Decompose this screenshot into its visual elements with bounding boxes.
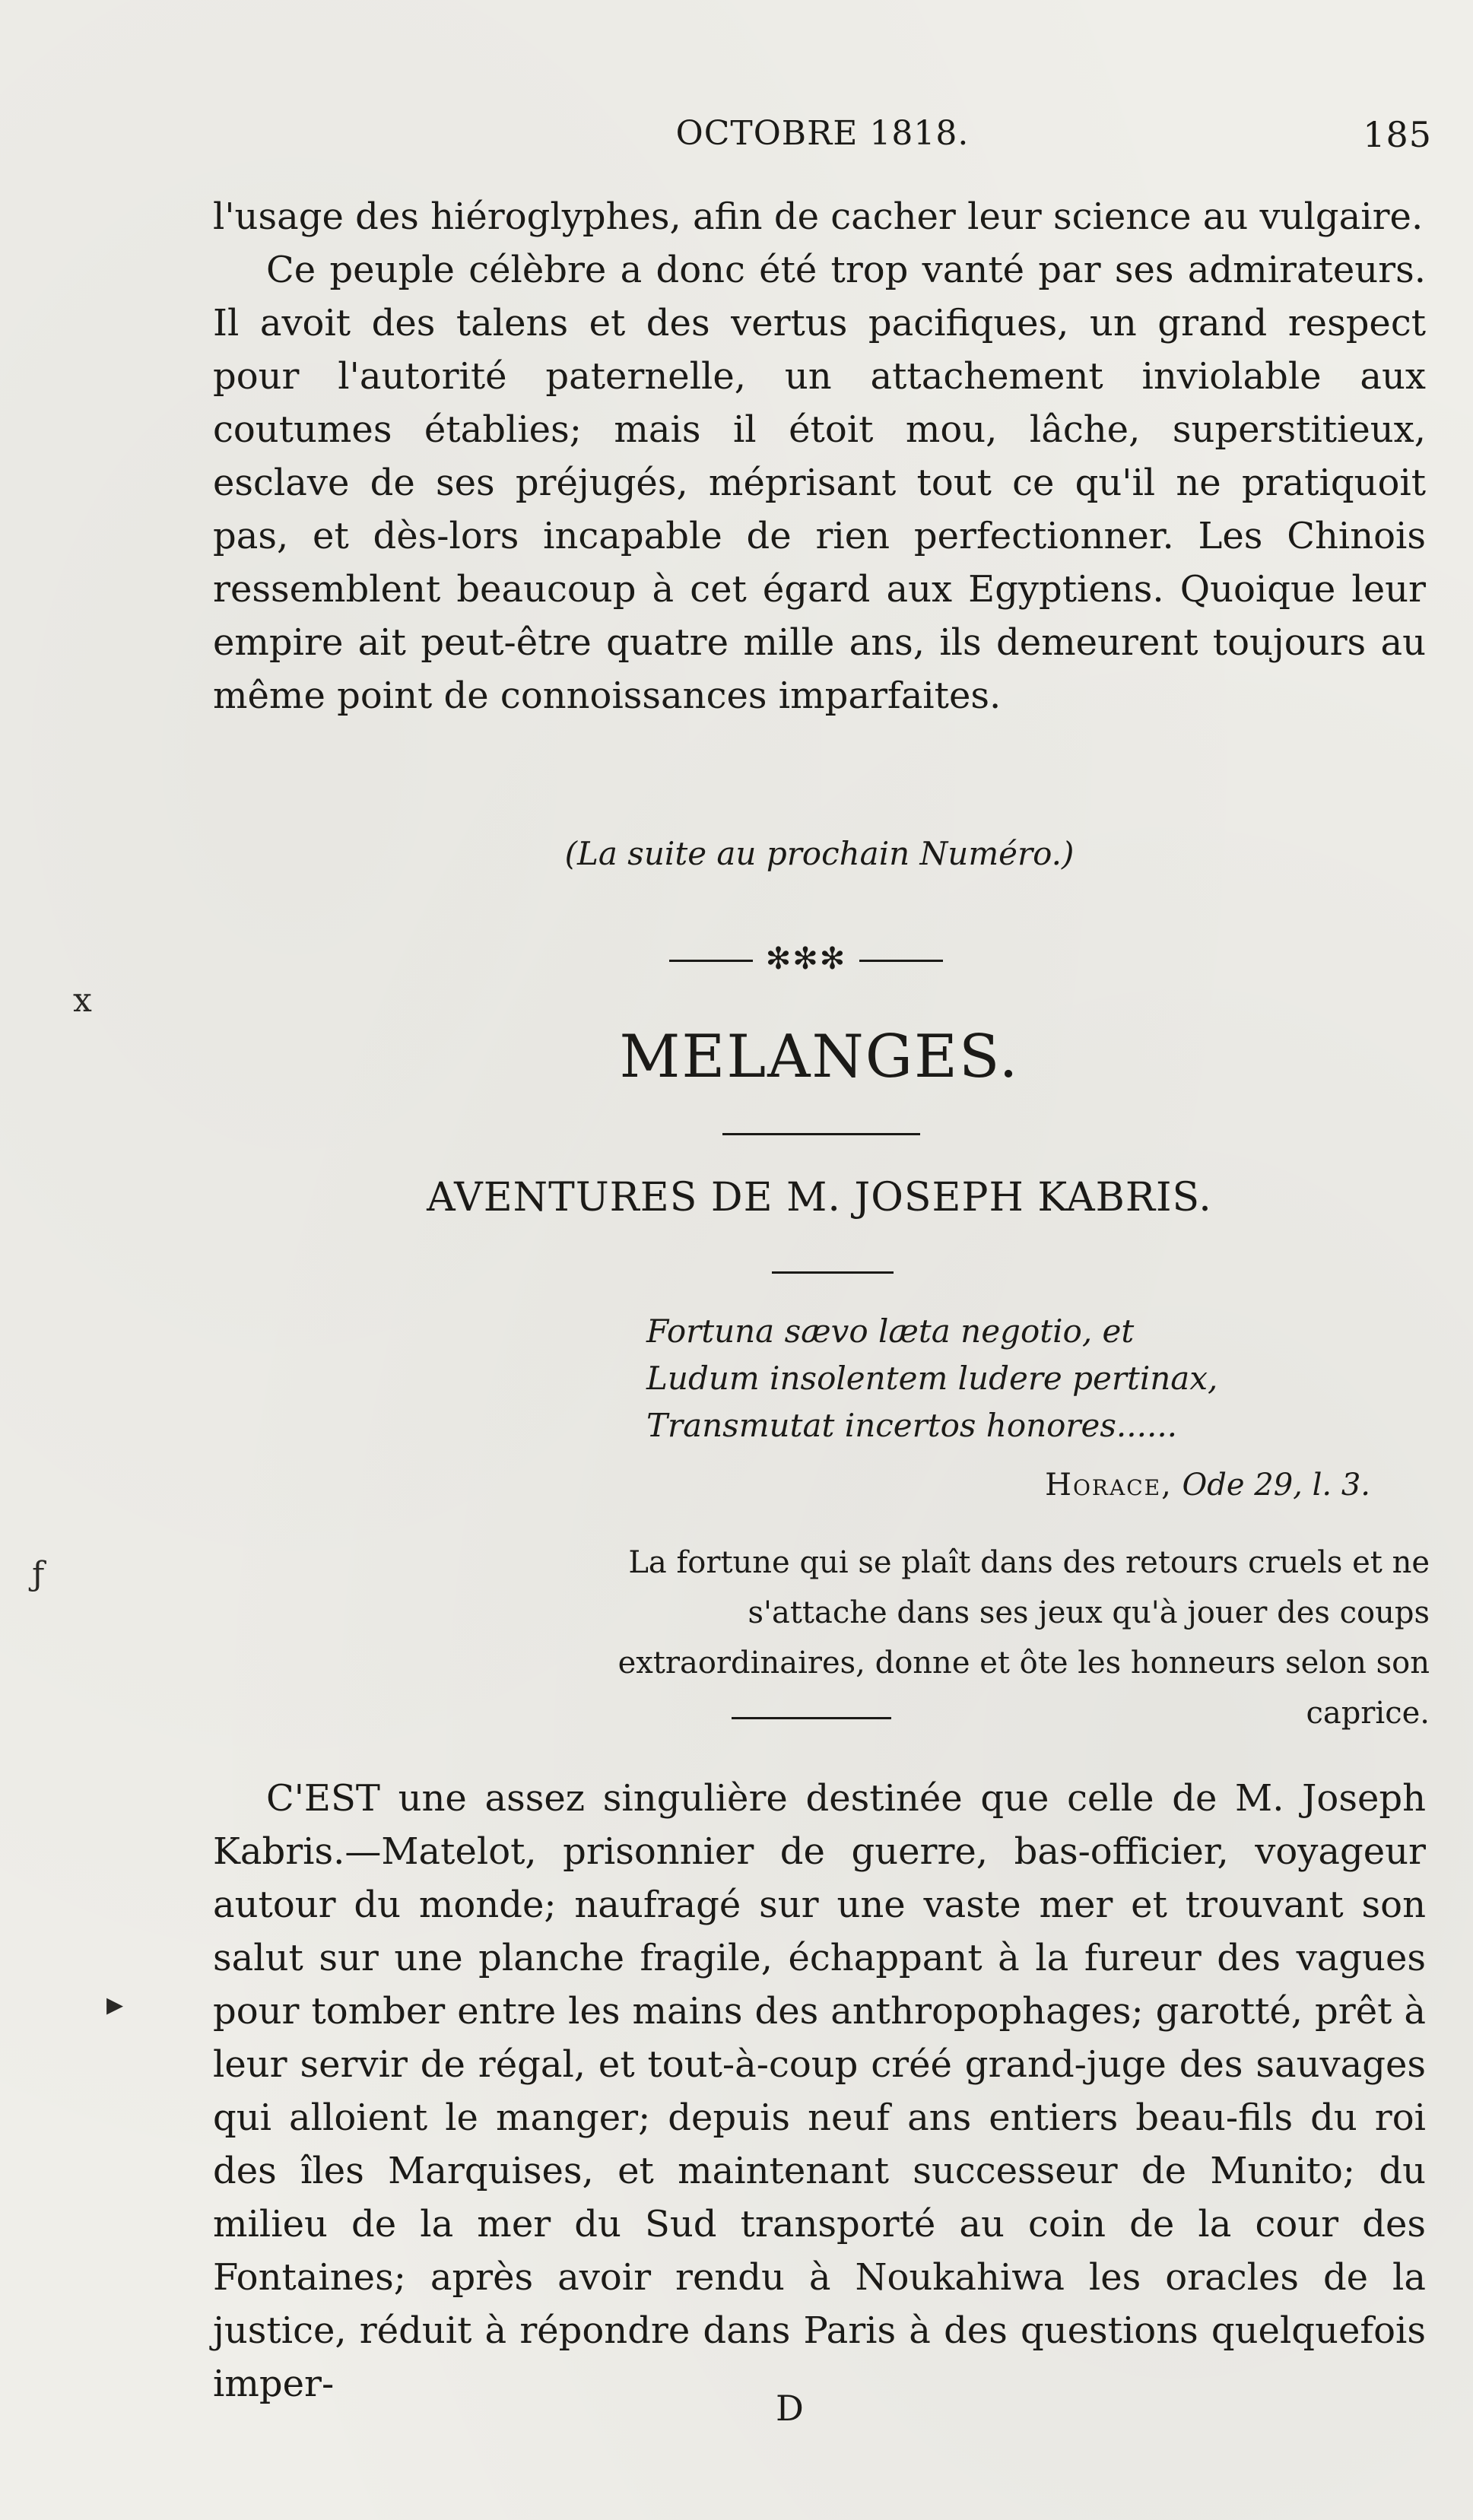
paragraph-kabris: C'EST une assez singulière destinée que celle de M. Joseph Kabris.—Matelot, prisonnier de guerre, bas-officier, voyageur autour du monde; naufragé sur une vaste mer et trouvant son salut sur une planche fragile, échappant à la fureur des vagues pour tomber entre les mains des anthropophages; garotté, prêt à leur servir de régal, et tout-à-coup créé grand-juge des sauvages qui alloient le manger; depuis neuf ans entiers beau-fils du roi des îles Marquises, et maintenant successeur de Munito; du milieu de la mer du Sud transporté au coin de la cour des Fontaines; après avoir rendu à Noukahiwa les oracles de la justice, réduit à répondre dans Paris à des questions quelquefois imper- [213, 1777, 1426, 2405]
page-header [213, 114, 1432, 167]
page-number: 185 [1363, 114, 1432, 155]
epigraph-reference: Ode 29, l. 3. [1182, 1468, 1370, 1503]
continued-note: (La suite au prochain Numéro.) [564, 835, 1075, 872]
running-title: OCTOBRE 1818. [675, 114, 970, 153]
epigraph-translation: La fortune qui se plaît dans des retours cruels et ne s'attache dans ses jeux qu'à jouer des coups extraordinaires, donne et ôte les honneurs selon son caprice. [617, 1545, 1430, 1731]
epigraph-line: Fortuna sævo læta negotio, et [646, 1312, 1135, 1350]
margin-mark: ƒ [32, 1555, 45, 1594]
margin-mark: x [73, 981, 92, 1020]
article-rule [772, 1271, 894, 1274]
epigraph-attribution [1045, 1468, 1370, 1503]
article-title: AVENTURES DE M. JOSEPH KABRIS. [427, 1175, 1212, 1220]
ornament-line-left [669, 960, 753, 962]
epigraph-line: Transmutat incertos honores...... [646, 1407, 1178, 1444]
ornament-stars: ✻✻✻ [765, 941, 847, 976]
epigraph-rule [732, 1717, 891, 1719]
epigraph-line: Ludum insolentem ludere pertinax, [646, 1360, 1218, 1397]
text-block-top [213, 190, 1426, 722]
epigraph-author: Horace, [1045, 1468, 1173, 1503]
paragraph-continuation: l'usage des hiéroglyphes, afin de cacher leur science au vulgaire. [213, 195, 1424, 238]
section-title: MELANGES. [619, 1023, 1020, 1091]
signature-mark: D [776, 2388, 804, 2429]
margin-mark: ▸ [106, 1985, 124, 2023]
ornament-line-right [859, 960, 943, 962]
paragraph-egypt: Ce peuple célèbre a donc été trop vanté par ses admirateurs. Il avoit des talens et des vertus pacifiques, un grand respect pour l'autorité paternelle, un attachement inviolable aux coutumes établies; mais il étoit mou, lâche, superstitieux, esclave de ses préjugés, méprisant tout ce qu'il ne pratiquoit pas, et dès-lors incapable de rien perfectionner. Les Chinois ressemblent beaucoup à cet égard aux Egyptiens. Quoique leur empire ait peut-être quatre mille ans, ils demeurent toujours au même point de connoissances imparfaites. [213, 249, 1426, 717]
epigraph [646, 1308, 1331, 1449]
text-block-main [213, 1772, 1426, 2411]
section-ornament [669, 941, 943, 979]
title-rule [722, 1133, 920, 1135]
